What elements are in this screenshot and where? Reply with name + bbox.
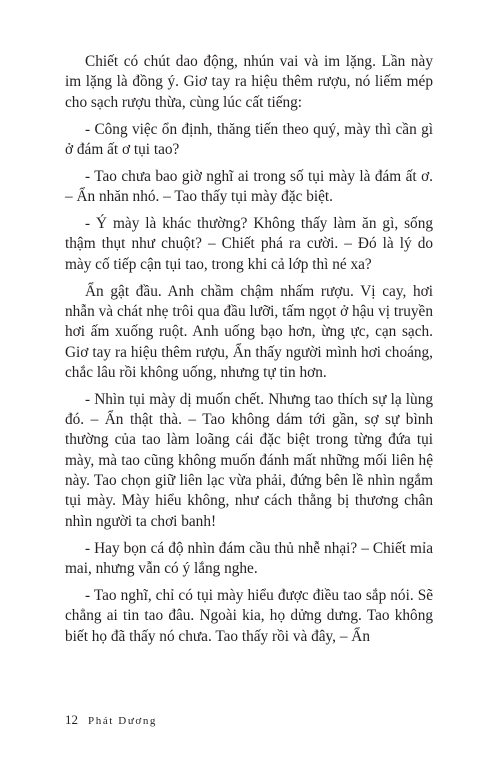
body-text (65, 52, 433, 654)
page-number: 12 (65, 712, 78, 727)
paragraph: Chiết có chút dao động, nhún vai và im lặng. Lần này im lặng là đồng ý. Giơ tay ra hiệu thêm rượu, nó liếm mép cho sạch rượu thừa, cùng lúc cất tiếng: (65, 53, 433, 111)
paragraph: - Nhìn tụi mày dị muốn chết. Nhưng tao thích sự lạ lùng đó. – Ẩn thật thà. – Tao không dám tới gần, sợ sự bình thường của tao làm loãng cái đặc biệt trong từng đứa tụi mày, mà tao cũng không muốn đánh mất những mối liên hệ này. Tao chọn giữ liên lạc vừa phải, đứng bên lề nhìn ngắm tụi mày. Mày hiểu không, như cách thằng bị thương chân nhìn người ta chơi banh! (65, 390, 433, 530)
running-head-author: Phát Dương (88, 715, 158, 727)
paragraph: - Tao nghĩ, chỉ có tụi mày hiểu được điều tao sắp nói. Sẽ chẳng ai tin tao đâu. Ngoài kia, họ dửng dưng. Tao không biết họ đã thấy nó chưa. Tao thấy rồi và đây, – Ẩn (65, 586, 433, 645)
page-footer (65, 711, 157, 729)
paragraph: - Hay bọn cá độ nhìn đám cầu thủ nhễ nhại? – Chiết mỉa mai, nhưng vẫn có ý lắng nghe. (65, 539, 433, 577)
paragraph: - Tao chưa bao giờ nghĩ ai trong số tụi mày là đám ất ơ. – Ẩn nhăn nhó. – Tao thấy tụi mày đặc biệt. (65, 167, 433, 206)
paragraph: Ẩn gật đầu. Anh chầm chậm nhấm rượu. Vị cay, hơi nhẫn và chát nhẹ trôi qua đầu lưỡi, tấm ngọt ở hậu vị truyền hơi ấm xuống ruột. Anh uống bạo hơn, ừng ực, cạn sạch. Giơ tay ra hiệu thêm rượu, Ẩn thấy người mình hơi choáng, chắc lâu rồi không uống, nhưng tự tin hơn. (65, 282, 433, 381)
paragraph: - Ý mày là khác thường? Không thấy làm ăn gì, sống thậm thụt như chuột? – Chiết phá ra cười. – Đó là lý do mày cố tiếp cận tụi tao, trong khi cả lớp thì né xa? (65, 215, 433, 273)
paragraph: - Công việc ổn định, thăng tiến theo quý, mày thì cần gì ở đám ất ơ tụi tao? (65, 120, 433, 158)
